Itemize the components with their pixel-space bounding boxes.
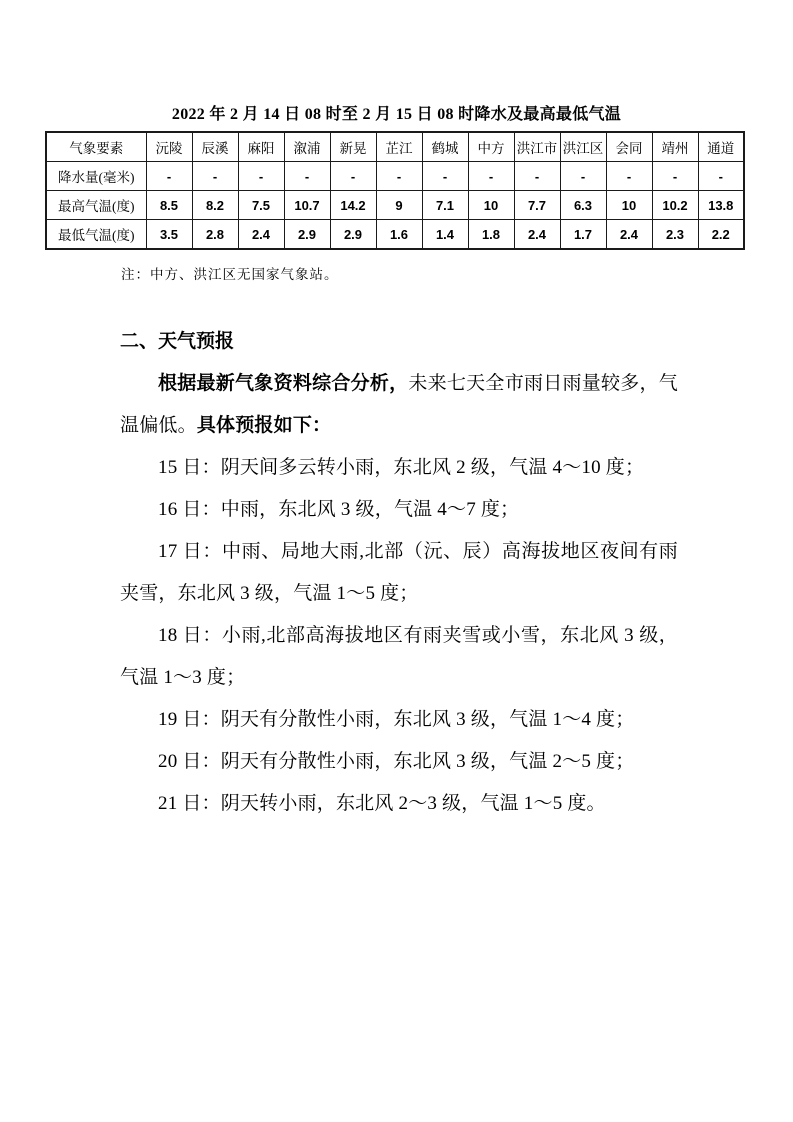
column-header-station: 芷江 [376, 132, 422, 162]
forecast-line-day21: 21 日：阴天转小雨，东北风 2～3 级，气温 1～5 度。 [158, 793, 606, 814]
table-cell: 8.2 [192, 191, 238, 220]
table-cell: 6.3 [560, 191, 606, 220]
table-cell: - [330, 162, 376, 191]
table-cell: 1.4 [422, 220, 468, 250]
weather-observation-table [45, 131, 745, 250]
forecast-line-day16: 16 日：中雨，东北风 3 级，气温 4～7 度； [158, 499, 520, 520]
forecast-line-day19: 19 日：阴天有分散性小雨，东北风 3 级，气温 1～4 度； [158, 709, 635, 730]
table-cell: 3.5 [146, 220, 192, 250]
table-cell: 10 [606, 191, 652, 220]
table-cell: - [284, 162, 330, 191]
table-cell: 2.9 [330, 220, 376, 250]
table-cell: 2.8 [192, 220, 238, 250]
intro-bold-lead: 根据最新气象资料综合分析， [158, 373, 409, 394]
table-header-row [46, 132, 744, 162]
table-cell: 2.9 [284, 220, 330, 250]
table-footnote: 注：中方、洪江区无国家气象站。 [121, 267, 339, 282]
table-cell: 7.1 [422, 191, 468, 220]
column-header-station: 洪江区 [560, 132, 606, 162]
row-label: 最高气温(度) [46, 191, 146, 220]
table-cell: 1.6 [376, 220, 422, 250]
table-cell: - [238, 162, 284, 191]
table-cell: - [468, 162, 514, 191]
table-cell: 2.4 [238, 220, 284, 250]
table-cell: 2.4 [606, 220, 652, 250]
table-cell: - [606, 162, 652, 191]
column-header-station: 通道 [698, 132, 744, 162]
row-label: 最低气温(度) [46, 220, 146, 250]
table-cell: 13.8 [698, 191, 744, 220]
table-cell: 2.4 [514, 220, 560, 250]
table-cell: 1.7 [560, 220, 606, 250]
column-header-station: 新晃 [330, 132, 376, 162]
table-cell: - [698, 162, 744, 191]
table-cell: - [422, 162, 468, 191]
table-cell: 7.7 [514, 191, 560, 220]
table-row-max-temp [46, 191, 744, 220]
table-cell: 10.7 [284, 191, 330, 220]
table-cell: 7.5 [238, 191, 284, 220]
intro-normal-text: 未来七天全市雨日雨量较多，气温偏低。 [120, 373, 678, 436]
table-row-min-temp [46, 220, 744, 250]
column-header-station: 靖州 [652, 132, 698, 162]
column-header-station: 沅陵 [146, 132, 192, 162]
forecast-line-day18: 18 日：小雨,北部高海拔地区有雨夹雪或小雪，东北风 3 级，气温 1～3 度； [120, 625, 678, 688]
column-header-station: 会同 [606, 132, 652, 162]
table-cell: 2.3 [652, 220, 698, 250]
column-header-station: 麻阳 [238, 132, 284, 162]
intro-bold-tail: 具体预报如下： [196, 415, 332, 436]
column-header-element: 气象要素 [46, 132, 146, 162]
column-header-station: 辰溪 [192, 132, 238, 162]
forecast-line-day17: 17 日：中雨、局地大雨,北部（沅、辰）高海拔地区夜间有雨夹雪，东北风 3 级，气温 1～5 度； [120, 541, 678, 604]
table-cell: - [652, 162, 698, 191]
table-cell: - [146, 162, 192, 191]
table-cell: 8.5 [146, 191, 192, 220]
column-header-station: 溆浦 [284, 132, 330, 162]
forecast-line-day20: 20 日：阴天有分散性小雨，东北风 3 级，气温 2～5 度； [158, 751, 635, 772]
column-header-station: 洪江市 [514, 132, 560, 162]
table-cell: 9 [376, 191, 422, 220]
forecast-section [120, 329, 678, 825]
table-cell: 14.2 [330, 191, 376, 220]
forecast-intro-paragraph [120, 363, 678, 447]
table-cell: - [376, 162, 422, 191]
column-header-station: 鹤城 [422, 132, 468, 162]
document-title: 2022 年 2 月 14 日 08 时至 2 月 15 日 08 时降水及最高最低气温 [171, 106, 622, 123]
table-cell: 2.2 [698, 220, 744, 250]
section-heading: 二、天气预报 [120, 331, 235, 352]
table-cell: 1.8 [468, 220, 514, 250]
table-cell: 10.2 [652, 191, 698, 220]
table-cell: - [514, 162, 560, 191]
table-cell: 10 [468, 191, 514, 220]
table-row-precipitation [46, 162, 744, 191]
row-label: 降水量(毫米) [46, 162, 146, 191]
table-cell: - [192, 162, 238, 191]
forecast-line-day15: 15 日：阴天间多云转小雨，东北风 2 级，气温 4～10 度； [158, 457, 645, 478]
table-cell: - [560, 162, 606, 191]
column-header-station: 中方 [468, 132, 514, 162]
